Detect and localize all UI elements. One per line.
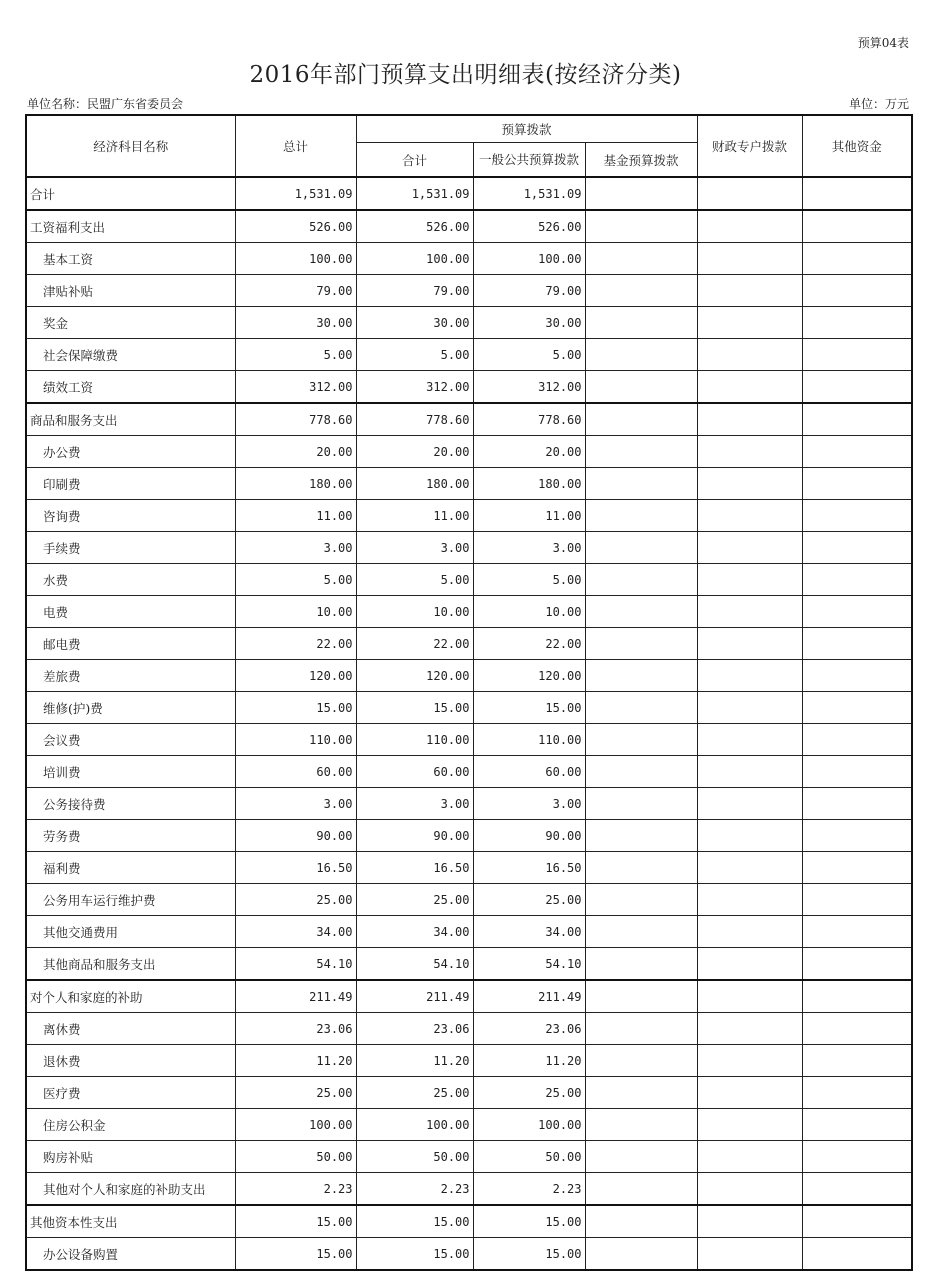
row-budget-sum-cell: 120.00	[356, 660, 473, 692]
row-total-cell: 15.00	[235, 1205, 356, 1238]
row-special-fiscal-cell	[697, 980, 802, 1013]
row-special-fiscal-cell	[697, 948, 802, 981]
row-budget-sum-cell: 11.00	[356, 500, 473, 532]
row-other-funds-cell	[802, 1238, 912, 1271]
row-special-fiscal-cell	[697, 1045, 802, 1077]
row-budget-sum-cell: 100.00	[356, 243, 473, 275]
row-name-cell: 其他商品和服务支出	[26, 948, 235, 981]
row-total-cell: 180.00	[235, 468, 356, 500]
table-row	[26, 177, 912, 210]
row-name-cell: 水费	[26, 564, 235, 596]
table-row	[26, 980, 912, 1013]
row-general-public-cell: 16.50	[473, 852, 585, 884]
table-row	[26, 660, 912, 692]
row-fund-budget-cell	[585, 1173, 697, 1206]
table-row	[26, 852, 912, 884]
row-budget-sum-cell: 100.00	[356, 1109, 473, 1141]
row-name-cell: 社会保障缴费	[26, 339, 235, 371]
row-budget-sum-cell: 20.00	[356, 436, 473, 468]
table-row	[26, 756, 912, 788]
table-row	[26, 532, 912, 564]
row-special-fiscal-cell	[697, 500, 802, 532]
row-other-funds-cell	[802, 436, 912, 468]
row-total-cell: 23.06	[235, 1013, 356, 1045]
row-special-fiscal-cell	[697, 564, 802, 596]
table-row	[26, 564, 912, 596]
row-fund-budget-cell	[585, 1238, 697, 1271]
row-budget-sum-cell: 526.00	[356, 210, 473, 243]
row-other-funds-cell	[802, 1141, 912, 1173]
row-general-public-cell: 54.10	[473, 948, 585, 981]
row-total-cell: 100.00	[235, 1109, 356, 1141]
table-row	[26, 468, 912, 500]
row-general-public-cell: 25.00	[473, 884, 585, 916]
row-name-cell: 对个人和家庭的补助	[26, 980, 235, 1013]
row-general-public-cell: 15.00	[473, 1205, 585, 1238]
row-budget-sum-cell: 110.00	[356, 724, 473, 756]
row-budget-sum-cell: 50.00	[356, 1141, 473, 1173]
row-other-funds-cell	[802, 788, 912, 820]
row-name-cell: 奖金	[26, 307, 235, 339]
row-general-public-cell: 5.00	[473, 339, 585, 371]
row-special-fiscal-cell	[697, 1109, 802, 1141]
row-other-funds-cell	[802, 692, 912, 724]
row-budget-sum-cell: 5.00	[356, 339, 473, 371]
row-name-cell: 公务接待费	[26, 788, 235, 820]
row-special-fiscal-cell	[697, 1077, 802, 1109]
col-header-other-funds: 其他资金	[802, 115, 912, 177]
row-name-cell: 津贴补贴	[26, 275, 235, 307]
row-total-cell: 25.00	[235, 884, 356, 916]
row-general-public-cell: 120.00	[473, 660, 585, 692]
col-header-name: 经济科目名称	[26, 115, 235, 177]
row-general-public-cell: 526.00	[473, 210, 585, 243]
row-general-public-cell: 30.00	[473, 307, 585, 339]
row-other-funds-cell	[802, 371, 912, 404]
row-total-cell: 211.49	[235, 980, 356, 1013]
row-fund-budget-cell	[585, 339, 697, 371]
row-fund-budget-cell	[585, 596, 697, 628]
row-name-cell: 会议费	[26, 724, 235, 756]
row-total-cell: 90.00	[235, 820, 356, 852]
table-row	[26, 724, 912, 756]
row-fund-budget-cell	[585, 788, 697, 820]
row-general-public-cell: 11.00	[473, 500, 585, 532]
row-name-cell: 退休费	[26, 1045, 235, 1077]
row-general-public-cell: 211.49	[473, 980, 585, 1013]
row-name-cell: 合计	[26, 177, 235, 210]
row-other-funds-cell	[802, 339, 912, 371]
row-fund-budget-cell	[585, 500, 697, 532]
form-code: 预算04表	[857, 36, 909, 50]
row-name-cell: 印刷费	[26, 468, 235, 500]
table-row	[26, 500, 912, 532]
row-name-cell: 购房补贴	[26, 1141, 235, 1173]
row-other-funds-cell	[802, 564, 912, 596]
row-other-funds-cell	[802, 820, 912, 852]
row-other-funds-cell	[802, 596, 912, 628]
row-other-funds-cell	[802, 1077, 912, 1109]
row-total-cell: 34.00	[235, 916, 356, 948]
row-fund-budget-cell	[585, 564, 697, 596]
row-total-cell: 11.20	[235, 1045, 356, 1077]
table-row	[26, 210, 912, 243]
table-row	[26, 692, 912, 724]
row-total-cell: 120.00	[235, 660, 356, 692]
row-special-fiscal-cell	[697, 532, 802, 564]
row-other-funds-cell	[802, 1173, 912, 1206]
row-other-funds-cell	[802, 1013, 912, 1045]
row-general-public-cell: 2.23	[473, 1173, 585, 1206]
row-total-cell: 15.00	[235, 692, 356, 724]
row-other-funds-cell	[802, 756, 912, 788]
row-other-funds-cell	[802, 532, 912, 564]
row-fund-budget-cell	[585, 468, 697, 500]
row-total-cell: 5.00	[235, 564, 356, 596]
table-row	[26, 1109, 912, 1141]
row-name-cell: 差旅费	[26, 660, 235, 692]
row-general-public-cell: 10.00	[473, 596, 585, 628]
row-name-cell: 公务用车运行维护费	[26, 884, 235, 916]
row-budget-sum-cell: 15.00	[356, 1238, 473, 1271]
row-special-fiscal-cell	[697, 852, 802, 884]
row-name-cell: 住房公积金	[26, 1109, 235, 1141]
row-other-funds-cell	[802, 1109, 912, 1141]
row-fund-budget-cell	[585, 948, 697, 981]
row-total-cell: 3.00	[235, 532, 356, 564]
table-row	[26, 307, 912, 339]
table-row	[26, 788, 912, 820]
row-name-cell: 咨询费	[26, 500, 235, 532]
row-fund-budget-cell	[585, 980, 697, 1013]
table-row	[26, 403, 912, 436]
row-total-cell: 11.00	[235, 500, 356, 532]
row-budget-sum-cell: 10.00	[356, 596, 473, 628]
row-special-fiscal-cell	[697, 884, 802, 916]
row-other-funds-cell	[802, 980, 912, 1013]
table-row	[26, 1141, 912, 1173]
row-general-public-cell: 11.20	[473, 1045, 585, 1077]
row-budget-sum-cell: 25.00	[356, 1077, 473, 1109]
row-fund-budget-cell	[585, 210, 697, 243]
row-total-cell: 526.00	[235, 210, 356, 243]
row-fund-budget-cell	[585, 660, 697, 692]
row-general-public-cell: 15.00	[473, 1238, 585, 1271]
table-row	[26, 948, 912, 981]
col-header-fund-budget: 基金预算拨款	[585, 143, 697, 178]
row-total-cell: 20.00	[235, 436, 356, 468]
row-fund-budget-cell	[585, 820, 697, 852]
row-total-cell: 5.00	[235, 339, 356, 371]
row-special-fiscal-cell	[697, 177, 802, 210]
row-general-public-cell: 25.00	[473, 1077, 585, 1109]
row-budget-sum-cell: 5.00	[356, 564, 473, 596]
row-fund-budget-cell	[585, 403, 697, 436]
row-total-cell: 22.00	[235, 628, 356, 660]
table-row	[26, 1045, 912, 1077]
row-general-public-cell: 100.00	[473, 243, 585, 275]
row-general-public-cell: 20.00	[473, 436, 585, 468]
row-budget-sum-cell: 25.00	[356, 884, 473, 916]
row-budget-sum-cell: 15.00	[356, 1205, 473, 1238]
row-budget-sum-cell: 30.00	[356, 307, 473, 339]
row-total-cell: 16.50	[235, 852, 356, 884]
row-special-fiscal-cell	[697, 1205, 802, 1238]
row-special-fiscal-cell	[697, 628, 802, 660]
table-row	[26, 1173, 912, 1206]
row-other-funds-cell	[802, 1205, 912, 1238]
table-row	[26, 275, 912, 307]
row-other-funds-cell	[802, 500, 912, 532]
budget-table	[25, 114, 913, 1271]
row-general-public-cell: 100.00	[473, 1109, 585, 1141]
row-total-cell: 54.10	[235, 948, 356, 981]
row-name-cell: 离休费	[26, 1013, 235, 1045]
unit-name-label: 单位名称：民盟广东省委员会	[27, 97, 184, 111]
row-special-fiscal-cell	[697, 724, 802, 756]
row-special-fiscal-cell	[697, 1173, 802, 1206]
row-special-fiscal-cell	[697, 596, 802, 628]
row-special-fiscal-cell	[697, 468, 802, 500]
row-other-funds-cell	[802, 948, 912, 981]
row-name-cell: 培训费	[26, 756, 235, 788]
row-general-public-cell: 5.00	[473, 564, 585, 596]
row-name-cell: 福利费	[26, 852, 235, 884]
table-row	[26, 1238, 912, 1271]
row-total-cell: 100.00	[235, 243, 356, 275]
row-general-public-cell: 34.00	[473, 916, 585, 948]
row-total-cell: 1,531.09	[235, 177, 356, 210]
row-special-fiscal-cell	[697, 339, 802, 371]
row-other-funds-cell	[802, 177, 912, 210]
row-special-fiscal-cell	[697, 660, 802, 692]
row-budget-sum-cell: 60.00	[356, 756, 473, 788]
row-special-fiscal-cell	[697, 371, 802, 404]
row-other-funds-cell	[802, 307, 912, 339]
row-name-cell: 其他资本性支出	[26, 1205, 235, 1238]
row-fund-budget-cell	[585, 243, 697, 275]
row-budget-sum-cell: 312.00	[356, 371, 473, 404]
table-row	[26, 1205, 912, 1238]
row-special-fiscal-cell	[697, 275, 802, 307]
row-total-cell: 3.00	[235, 788, 356, 820]
row-general-public-cell: 778.60	[473, 403, 585, 436]
row-general-public-cell: 22.00	[473, 628, 585, 660]
row-name-cell: 商品和服务支出	[26, 403, 235, 436]
row-budget-sum-cell: 11.20	[356, 1045, 473, 1077]
col-header-budget-sum: 合计	[356, 143, 473, 178]
row-fund-budget-cell	[585, 852, 697, 884]
row-general-public-cell: 50.00	[473, 1141, 585, 1173]
row-budget-sum-cell: 180.00	[356, 468, 473, 500]
row-special-fiscal-cell	[697, 788, 802, 820]
table-row	[26, 884, 912, 916]
row-budget-sum-cell: 79.00	[356, 275, 473, 307]
row-general-public-cell: 3.00	[473, 532, 585, 564]
row-fund-budget-cell	[585, 1205, 697, 1238]
row-name-cell: 其他交通费用	[26, 916, 235, 948]
row-fund-budget-cell	[585, 1109, 697, 1141]
row-other-funds-cell	[802, 628, 912, 660]
row-total-cell: 10.00	[235, 596, 356, 628]
row-fund-budget-cell	[585, 177, 697, 210]
row-fund-budget-cell	[585, 724, 697, 756]
row-general-public-cell: 312.00	[473, 371, 585, 404]
table-body	[26, 177, 912, 1270]
row-name-cell: 工资福利支出	[26, 210, 235, 243]
row-name-cell: 办公设备购置	[26, 1238, 235, 1271]
row-fund-budget-cell	[585, 1077, 697, 1109]
col-header-budget-group: 预算拨款	[356, 115, 697, 143]
row-name-cell: 邮电费	[26, 628, 235, 660]
table-row	[26, 371, 912, 404]
row-fund-budget-cell	[585, 756, 697, 788]
row-special-fiscal-cell	[697, 1013, 802, 1045]
row-budget-sum-cell: 54.10	[356, 948, 473, 981]
row-general-public-cell: 180.00	[473, 468, 585, 500]
row-special-fiscal-cell	[697, 403, 802, 436]
row-total-cell: 312.00	[235, 371, 356, 404]
row-other-funds-cell	[802, 660, 912, 692]
row-general-public-cell: 110.00	[473, 724, 585, 756]
row-budget-sum-cell: 3.00	[356, 532, 473, 564]
col-header-total: 总计	[235, 115, 356, 177]
row-fund-budget-cell	[585, 371, 697, 404]
row-fund-budget-cell	[585, 1013, 697, 1045]
row-general-public-cell: 3.00	[473, 788, 585, 820]
row-other-funds-cell	[802, 884, 912, 916]
row-fund-budget-cell	[585, 532, 697, 564]
row-fund-budget-cell	[585, 307, 697, 339]
table-row	[26, 1013, 912, 1045]
row-special-fiscal-cell	[697, 436, 802, 468]
row-fund-budget-cell	[585, 436, 697, 468]
row-total-cell: 50.00	[235, 1141, 356, 1173]
row-budget-sum-cell: 2.23	[356, 1173, 473, 1206]
row-fund-budget-cell	[585, 628, 697, 660]
table-row	[26, 436, 912, 468]
row-other-funds-cell	[802, 1045, 912, 1077]
col-header-special-fiscal: 财政专户拨款	[697, 115, 802, 177]
row-budget-sum-cell: 23.06	[356, 1013, 473, 1045]
row-general-public-cell: 15.00	[473, 692, 585, 724]
row-special-fiscal-cell	[697, 916, 802, 948]
table-row	[26, 916, 912, 948]
row-general-public-cell: 79.00	[473, 275, 585, 307]
row-total-cell: 25.00	[235, 1077, 356, 1109]
row-total-cell: 60.00	[235, 756, 356, 788]
row-budget-sum-cell: 34.00	[356, 916, 473, 948]
table-row	[26, 1077, 912, 1109]
row-total-cell: 110.00	[235, 724, 356, 756]
row-budget-sum-cell: 3.00	[356, 788, 473, 820]
row-budget-sum-cell: 1,531.09	[356, 177, 473, 210]
row-general-public-cell: 23.06	[473, 1013, 585, 1045]
row-other-funds-cell	[802, 468, 912, 500]
row-fund-budget-cell	[585, 884, 697, 916]
row-total-cell: 2.23	[235, 1173, 356, 1206]
row-fund-budget-cell	[585, 692, 697, 724]
row-other-funds-cell	[802, 916, 912, 948]
row-name-cell: 电费	[26, 596, 235, 628]
row-budget-sum-cell: 15.00	[356, 692, 473, 724]
row-other-funds-cell	[802, 210, 912, 243]
row-other-funds-cell	[802, 724, 912, 756]
row-other-funds-cell	[802, 275, 912, 307]
row-name-cell: 医疗费	[26, 1077, 235, 1109]
row-budget-sum-cell: 778.60	[356, 403, 473, 436]
row-budget-sum-cell: 22.00	[356, 628, 473, 660]
unit-label: 单位：万元	[848, 97, 909, 111]
row-general-public-cell: 90.00	[473, 820, 585, 852]
table-row	[26, 243, 912, 275]
col-header-general-public: 一般公共预算拨款	[473, 143, 585, 178]
row-name-cell: 其他对个人和家庭的补助支出	[26, 1173, 235, 1206]
table-row	[26, 596, 912, 628]
row-name-cell: 手续费	[26, 532, 235, 564]
row-name-cell: 劳务费	[26, 820, 235, 852]
row-general-public-cell: 60.00	[473, 756, 585, 788]
row-other-funds-cell	[802, 852, 912, 884]
row-name-cell: 基本工资	[26, 243, 235, 275]
row-special-fiscal-cell	[697, 820, 802, 852]
row-special-fiscal-cell	[697, 210, 802, 243]
table-row	[26, 628, 912, 660]
row-total-cell: 30.00	[235, 307, 356, 339]
row-budget-sum-cell: 16.50	[356, 852, 473, 884]
row-special-fiscal-cell	[697, 1238, 802, 1271]
row-other-funds-cell	[802, 403, 912, 436]
row-name-cell: 维修(护)费	[26, 692, 235, 724]
row-fund-budget-cell	[585, 916, 697, 948]
row-name-cell: 绩效工资	[26, 371, 235, 404]
row-fund-budget-cell	[585, 1141, 697, 1173]
row-fund-budget-cell	[585, 275, 697, 307]
row-total-cell: 79.00	[235, 275, 356, 307]
row-budget-sum-cell: 90.00	[356, 820, 473, 852]
row-other-funds-cell	[802, 243, 912, 275]
row-total-cell: 15.00	[235, 1238, 356, 1271]
row-fund-budget-cell	[585, 1045, 697, 1077]
row-budget-sum-cell: 211.49	[356, 980, 473, 1013]
table-row	[26, 339, 912, 371]
row-general-public-cell: 1,531.09	[473, 177, 585, 210]
row-special-fiscal-cell	[697, 1141, 802, 1173]
row-special-fiscal-cell	[697, 756, 802, 788]
row-special-fiscal-cell	[697, 692, 802, 724]
row-name-cell: 办公费	[26, 436, 235, 468]
page-title: 2016年部门预算支出明细表(按经济分类)	[249, 62, 682, 88]
table-row	[26, 820, 912, 852]
row-special-fiscal-cell	[697, 243, 802, 275]
row-total-cell: 778.60	[235, 403, 356, 436]
row-special-fiscal-cell	[697, 307, 802, 339]
